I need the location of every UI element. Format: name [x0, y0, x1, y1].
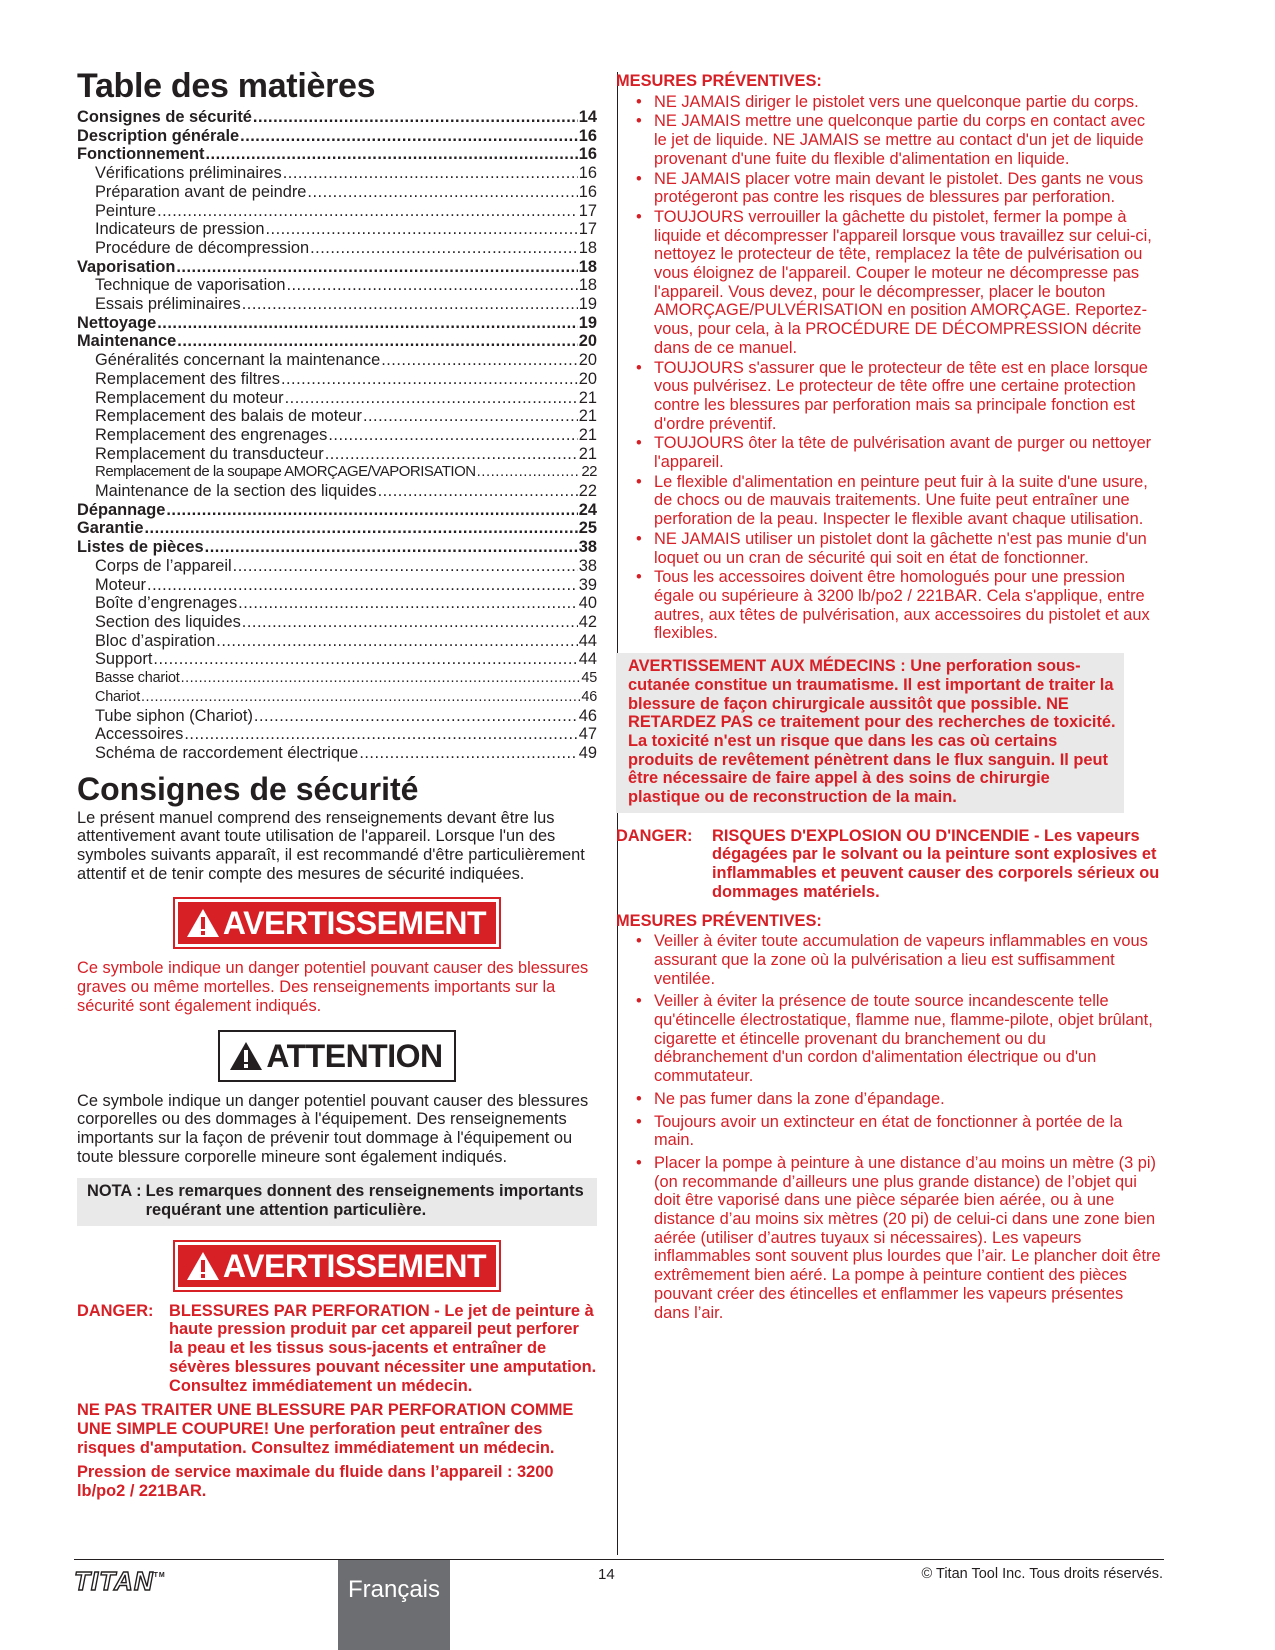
toc-entry-page: 22 [581, 463, 597, 481]
ne-pas-traiter: NE PAS TRAITER UNE BLESSURE PAR PERFORATION COMME UNE SIMPLE COUPURE! Une perforation peut entraîner des risques d'amputation. Consultez immédiatement un médecin. [77, 1401, 574, 1457]
toc-entry-page: 38 [578, 538, 597, 557]
left-column [77, 68, 597, 1501]
toc-entry [77, 145, 597, 164]
copyright: © Titan Tool Inc. Tous droits réservés. [921, 1566, 1163, 1582]
toc-entry [77, 127, 597, 146]
titan-logo [74, 1566, 166, 1597]
toc-entry-title: Indicateurs de pression [95, 220, 265, 239]
toc-entry-page: 16 [578, 182, 597, 201]
toc-entry [77, 276, 597, 295]
medecins-warning: AVERTISSEMENT AUX MÉDECINS : Une perforation sous-cutanée constitue un traumatisme. Il est important de traiter la blessure de façon chirurgicale aussitôt que possible. NE RETARDEZ PAS ce traitement pour des recherches de toxicité. La toxicité n'est un risque que dans les cas où certains produits de revêtement pénètrent dans le flux sanguin. Il peut être nécessaire de faire appel à des soins de chirurgie plastique ou de reconstruction de la main. [616, 653, 1124, 813]
toc-entry-title: Maintenance de la section des liquides [95, 482, 377, 501]
danger-label: DANGER: [77, 1301, 154, 1320]
toc-entry-page: 24 [578, 500, 597, 519]
toc-title: Table des matières [77, 67, 376, 105]
toc-entry [77, 220, 597, 239]
toc-entry-page: 25 [578, 519, 597, 538]
bullet-item: • Le flexible d'alimentation en peinture peut fuir à la suite d'une usure, de chocs ou de mauvais traitements. Une fuite peut entraîner une perforation de la peau. Inspecter le flexible avant chaque utilisation. [636, 473, 1162, 529]
attention-description: Ce symbole indique un danger potentiel pouvant causer des blessures corporelles ou des dommages à l'équipement. Des renseignements importants sur la façon de prévenir tout dommage à l'équipement ou toute blessure corporelle mineure sont également indiqués. [77, 1091, 589, 1166]
toc-entry-title: Préparation avant de peindre [95, 182, 307, 201]
bullet-item: • Placer la pompe à peinture à une distance d’au moins un mètre (3 pi) (on recommande d’ailleurs une plus grande distance) de l’objet qui doit être vaporisé dans une pièce séparée bien aérée, ou à une distance d’au moins six mètres (20 pi) de celui-ci dans une zone bien aérée (utiliser d’autres tuyaux si nécessaires). Les vapeurs inflammables sont souvent plus lourdes que l’air. Le plancher doit être extrêmement bien aéré. La pompe à peinture contient des pièces pouvant créer des étincelles et enflammer les vapeurs présentes dans l’air. [636, 1154, 1162, 1322]
toc-entry-page: 16 [578, 126, 597, 145]
mesures-title-2: MESURES PRÉVENTIVES: [616, 911, 822, 930]
toc-entry [77, 164, 597, 183]
toc-entry-title: Nettoyage [77, 313, 157, 332]
toc-entry-page: 20 [578, 369, 597, 388]
toc-entry [77, 501, 597, 520]
toc-entry [77, 351, 597, 370]
toc-leader-dots [242, 613, 578, 632]
toc-entry-page: 44 [578, 631, 597, 650]
toc-entry-title: Essais préliminaires [95, 295, 241, 314]
mesures-list-2 [636, 932, 1162, 1322]
toc-entry-title: Procédure de décompression [95, 238, 310, 257]
toc-leader-dots [216, 632, 578, 651]
toc-entry-title: Remplacement du transducteur [95, 444, 324, 463]
toc-entry-title: Boîte d’engrenages [95, 594, 238, 613]
toc-entry [77, 688, 597, 707]
toc-entry [77, 519, 597, 538]
bullet-item: • Ne pas fumer dans la zone d’épandage. [636, 1090, 1162, 1109]
toc-leader-dots [242, 295, 578, 314]
toc-entry [77, 632, 597, 651]
toc-entry-page: 16 [578, 164, 597, 183]
toc-leader-dots [166, 501, 577, 520]
toc-entry-title: Tube siphon (Chariot) [95, 706, 253, 725]
bullet-item: • TOUJOURS ôter la tête de pulvérisation avant de purger ou nettoyer l'appareil. [636, 434, 1162, 471]
toc-entry-title: Chariot [95, 688, 140, 705]
toc-entry [77, 557, 597, 576]
toc-leader-dots [176, 258, 577, 277]
toc-entry-page: 21 [578, 444, 597, 463]
warning-triangle-icon [186, 1251, 220, 1281]
toc-entry-page: 19 [578, 313, 597, 332]
toc-entry-title: Fonctionnement [77, 145, 205, 164]
toc-entry [77, 370, 597, 389]
bullet-item: • Veiller à éviter toute accumulation de vapeurs inflammables en vous assurant que la zone où la pulvérisation a lieu est suffisamment ventilée. [636, 932, 1162, 988]
toc-entry-title: Dépannage [77, 500, 166, 519]
toc-entry [77, 407, 597, 426]
toc-leader-dots [325, 445, 578, 464]
bullet-item: • Toujours avoir un extincteur en état de fonctionner à portée de la main. [636, 1113, 1162, 1150]
toc-entry [77, 613, 597, 632]
safety-title: Consignes de sécurité [77, 770, 419, 807]
toc-entry-title: Consignes de sécurité [77, 108, 252, 126]
warning-description: Ce symbole indique un danger potentiel pouvant causer des blessures graves ou même mortelles. Des renseignements importants sur la sécurité sont également indiqués. [77, 959, 589, 1015]
toc-entry-title: Peinture [95, 201, 157, 220]
toc-entry-title: Corps de l’appareil [95, 556, 232, 575]
toc-entry-title: Accessoires [95, 725, 184, 744]
toc-leader-dots [157, 314, 578, 333]
toc-entry-title: Bloc d’aspiration [95, 631, 216, 650]
toc-entry-page: 16 [578, 145, 597, 164]
toc-entry-page: 21 [578, 388, 597, 407]
toc-entry [77, 725, 597, 744]
right-column [616, 72, 1162, 1326]
toc-leader-dots [233, 557, 578, 576]
toc-entry [77, 314, 597, 333]
toc-leader-dots [238, 594, 578, 613]
toc-leader-dots [281, 370, 578, 389]
toc-entry-page: 18 [578, 276, 597, 295]
toc-leader-dots [359, 744, 577, 763]
toc-entry-title: Schéma de raccordement électrique [95, 743, 359, 762]
toc-entry [77, 594, 597, 613]
column-divider [617, 72, 618, 1555]
toc-leader-dots [328, 426, 577, 445]
toc-entry-title: Section des liquides [95, 612, 241, 631]
toc-entry-page: 49 [578, 743, 597, 762]
toc-entry-page: 20 [578, 351, 597, 370]
toc-entry [77, 538, 597, 557]
warning-label-2: AVERTISSEMENT [222, 1247, 487, 1284]
toc-leader-dots [240, 127, 578, 146]
toc-entry-title: Remplacement de la soupape AMORÇAGE/VAPORISATION [95, 463, 476, 481]
warning-banner-2 [77, 1240, 597, 1292]
toc-entry-page: 38 [578, 556, 597, 575]
toc-entry-page: 46 [578, 706, 597, 725]
language-tab: Français [338, 1560, 450, 1650]
toc-entry-page: 44 [578, 650, 597, 669]
toc-entry-page: 40 [578, 594, 597, 613]
toc-leader-dots [477, 463, 581, 482]
toc-leader-dots [307, 183, 577, 202]
toc-entry [77, 389, 597, 408]
toc-entry-title: Description générale [77, 126, 240, 145]
toc-leader-dots [253, 108, 578, 127]
bullet-item: • TOUJOURS s'assurer que le protecteur de tête est en place lorsque vous pulvérisez. Le protecteur de tête offre une certaine protection contre les blessures par perforation mais sa principale fonction est d'ordre préventif. [636, 359, 1162, 434]
nota-label: NOTA : [87, 1182, 142, 1201]
toc-entry-page: 19 [578, 295, 597, 314]
table-of-contents [77, 108, 597, 763]
toc-entry-title: Maintenance [77, 332, 177, 351]
toc-entry-title: Support [95, 650, 153, 669]
toc-leader-dots [378, 482, 578, 501]
warning-banner [77, 897, 597, 949]
danger-label-2: DANGER: [616, 826, 693, 845]
warning-label: AVERTISSEMENT [222, 905, 487, 942]
toc-leader-dots [157, 202, 578, 221]
attention-banner [77, 1030, 597, 1082]
bullet-item: • NE JAMAIS mettre une quelconque partie du corps en contact avec le jet de liquide. NE JAMAIS se mettre au contact d'un jet de liquide provenant d'une fuite du flexible d'alimentation en liquide. [636, 112, 1162, 168]
toc-entry-page: 21 [578, 425, 597, 444]
toc-entry-page: 17 [578, 220, 597, 239]
attention-label: ATTENTION [266, 1037, 443, 1074]
bullet-item: • TOUJOURS verrouiller la gâchette du pistolet, fermer la pompe à liquide et décompresser l'appareil lorsque vous travaillez sur celui-ci, nettoyez le protecteur de tête, remplacez la tête de pulvérisation ou vous éloignez de l'appareil. Couper le moteur ne décompresse pas l'appareil. Vous devez, pour le décompresser, placer le bouton AMORÇAGE/PULVÉRISATION en position AMORÇAGE. Reportez-vous, pour cela, à la PROCÉDURE DE DÉCOMPRESSION décrite dans de ce manuel. [636, 208, 1162, 358]
toc-entry-page: 18 [578, 257, 597, 276]
toc-leader-dots [184, 725, 577, 744]
toc-entry [77, 463, 597, 482]
toc-entry [77, 669, 597, 688]
toc-entry-title: Listes de pièces [77, 538, 204, 557]
pression-max: Pression de service maximale du fluide dans l’appareil : 3200 lb/po2 / 221BAR. [77, 1463, 554, 1501]
toc-entry [77, 239, 597, 258]
toc-entry [77, 744, 597, 763]
toc-entry [77, 202, 597, 221]
toc-entry-title: Remplacement des engrenages [95, 425, 328, 444]
bullet-item: • Veiller à éviter la présence de toute source incandescente telle qu'étincelle électrostatique, flamme nue, flamme-pilote, objet brûlant, cigarette et étincelle provenant du branchement ou du débranchement d'un cordon d'alimentation électrique ou d'un commutateur. [636, 992, 1162, 1086]
toc-entry-page: 20 [578, 332, 597, 351]
toc-entry-page: 39 [578, 575, 597, 594]
toc-leader-dots [254, 707, 578, 726]
toc-entry [77, 707, 597, 726]
toc-leader-dots [147, 576, 578, 595]
toc-entry-page: 21 [578, 407, 597, 426]
toc-leader-dots [205, 538, 578, 557]
toc-entry [77, 183, 597, 202]
mesures-title-1: MESURES PRÉVENTIVES: [616, 72, 822, 90]
toc-entry-page: 18 [578, 238, 597, 257]
bullet-item: • Tous les accessoires doivent être homologués pour une pression égale ou supérieure à 3200 lb/po2 / 221BAR. Cela s'applique, entre autres, aux têtes de pulvérisation, aux accessoires du pistolet et aux flexibles. [636, 568, 1162, 643]
toc-leader-dots [181, 669, 581, 688]
toc-entry [77, 650, 597, 669]
toc-entry-page: 42 [578, 612, 597, 631]
toc-entry-title: Généralités concernant la maintenance [95, 351, 381, 370]
toc-leader-dots [205, 145, 577, 164]
toc-leader-dots [153, 650, 577, 669]
toc-leader-dots [363, 407, 578, 426]
toc-leader-dots [265, 220, 577, 239]
toc-entry-page: 47 [578, 725, 597, 744]
danger-explosion [616, 827, 1162, 902]
toc-leader-dots [145, 519, 578, 538]
nota-text: Les remarques donnent des renseignements importants requérant une attention particulière. [145, 1182, 584, 1220]
toc-leader-dots [286, 276, 577, 295]
danger-text-2: RISQUES D'EXPLOSION OU D'INCENDIE - Les vapeurs dégagées par le solvant ou la peinture sont explosives et inflammables et peuvent causer des corporels sérieux ou dommages matériels. [712, 826, 1160, 901]
danger-perforation [77, 1302, 597, 1396]
toc-entry [77, 108, 597, 127]
toc-entry [77, 258, 597, 277]
bullet-item: • NE JAMAIS utiliser un pistolet dont la gâchette n'est pas munie d'un loquet ou un cran de sécurité qui soit en état de fonctionner. [636, 530, 1162, 567]
toc-leader-dots [141, 688, 580, 707]
toc-entry-title: Technique de vaporisation [95, 276, 286, 295]
attention-triangle-icon [229, 1041, 263, 1071]
page-number: 14 [598, 1566, 615, 1583]
toc-entry-page: 14 [578, 108, 597, 126]
toc-entry [77, 482, 597, 501]
mesures-list-1 [636, 93, 1162, 643]
toc-entry-title: Remplacement du moteur [95, 388, 284, 407]
warning-triangle-icon [186, 908, 220, 938]
toc-leader-dots [381, 351, 578, 370]
toc-entry-title: Basse chariot [95, 670, 180, 687]
toc-entry-page: 46 [581, 688, 597, 705]
safety-intro: Le présent manuel comprend des renseignements devant être lus attentivement avant toute utilisation de l'appareil. Lorsque l'un des symboles suivants apparaît, il est recommandé d'être particulièrement attentif et de tenir compte des mesures de sécurité indiquées. [77, 808, 585, 883]
toc-leader-dots [310, 239, 578, 258]
toc-entry [77, 445, 597, 464]
toc-entry-page: 17 [578, 201, 597, 220]
toc-leader-dots [285, 389, 578, 408]
toc-entry-title: Remplacement des filtres [95, 369, 280, 388]
bullet-item: • NE JAMAIS diriger le pistolet vers une quelconque partie du corps. [636, 93, 1162, 112]
toc-entry [77, 332, 597, 351]
toc-entry-title: Remplacement des balais de moteur [95, 407, 362, 426]
toc-entry [77, 576, 597, 595]
toc-entry-title: Moteur [95, 575, 147, 594]
logo-text: TITAN [74, 1566, 154, 1596]
toc-leader-dots [177, 332, 577, 351]
toc-entry-title: Garantie [77, 519, 144, 538]
toc-entry-page: 22 [578, 482, 597, 501]
toc-leader-dots [283, 164, 578, 183]
toc-entry-page: 45 [581, 670, 597, 687]
danger-text: BLESSURES PAR PERFORATION - Le jet de peinture à haute pression produit par cet appareil peut perforer la peau et les tissus sous-jacents et entraîner de sévères blessures pouvant nécessiter une amputation. Consultez immédiatement un médecin. [169, 1301, 597, 1395]
toc-entry-title: Vaporisation [77, 257, 176, 276]
toc-entry-title: Vérifications préliminaires [95, 164, 282, 183]
toc-entry [77, 426, 597, 445]
nota-box [77, 1178, 597, 1225]
logo-tm: TM [153, 1572, 166, 1579]
bullet-item: • NE JAMAIS placer votre main devant le pistolet. Des gants ne vous protégeront pas contre les risques de blessures par perforation. [636, 170, 1162, 207]
toc-entry [77, 295, 597, 314]
footer-rule [74, 1559, 1164, 1560]
